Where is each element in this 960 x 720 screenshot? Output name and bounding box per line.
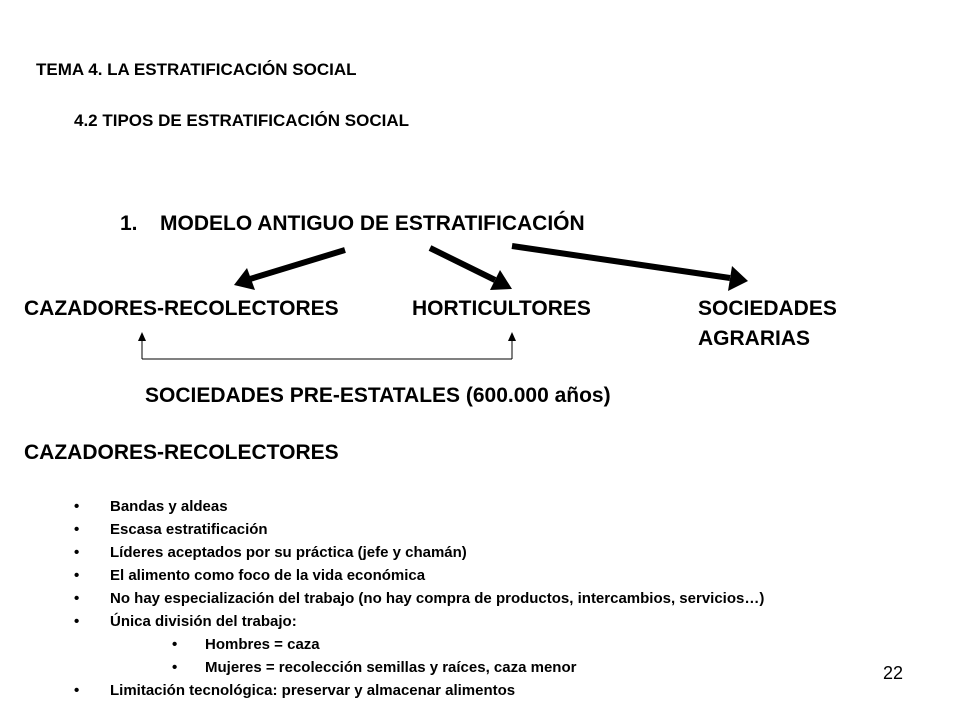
subtopic-heading: 4.2 TIPOS DE ESTRATIFICACIÓN SOCIAL (74, 111, 409, 130)
bullet-text: Única división del trabajo: (110, 613, 297, 630)
category-agrarian-line2: AGRARIAS (698, 327, 811, 350)
bullet-dot: • (74, 590, 80, 607)
bullet-text: Limitación tecnológica: preservar y almacenar alimentos (110, 682, 516, 699)
category-horticulturalists: HORTICULTORES (412, 297, 591, 320)
arrow-to-agrarian (512, 246, 748, 291)
bullet-text: Bandas y aldeas (110, 498, 228, 515)
sub-bullet-dot: • (172, 659, 178, 676)
bullet-text: El alimento como foco de la vida económica (110, 567, 426, 584)
section-heading: CAZADORES-RECOLECTORES (24, 441, 339, 464)
bullet-text: Escasa estratificación (110, 521, 268, 538)
bullet-dot: • (74, 682, 80, 699)
bullet-text: Líderes aceptados por su práctica (jefe y chamán) (110, 544, 467, 561)
model-number: 1. (120, 212, 138, 235)
pre-state-label: SOCIEDADES PRE-ESTATALES (600.000 años) (145, 384, 611, 407)
sub-bullet-dot: • (172, 636, 178, 653)
bullet-dot: • (74, 544, 80, 561)
page-number: 22 (883, 663, 904, 683)
sub-bullet-text: Hombres = caza (205, 636, 320, 653)
arrow-to-horticulturalists (430, 248, 512, 290)
topic-heading: TEMA 4. LA ESTRATIFICACIÓN SOCIAL (36, 60, 357, 79)
bullet-dot: • (74, 567, 80, 584)
bullet-dot: • (74, 613, 80, 630)
sub-bullet-text: Mujeres = recolección semillas y raíces, caza menor (205, 659, 577, 676)
pre-state-bracket (138, 332, 516, 359)
bullet-dot: • (74, 498, 80, 515)
bullet-text: No hay especialización del trabajo (no hay compra de productos, intercambios, servicios…) (110, 590, 765, 607)
bullet-dot: • (74, 521, 80, 538)
arrow-to-hunters (234, 250, 345, 290)
category-agrarian-line1: SOCIEDADES (698, 297, 837, 320)
model-title: MODELO ANTIGUO DE ESTRATIFICACIÓN (160, 212, 585, 235)
category-hunters-gatherers: CAZADORES-RECOLECTORES (24, 297, 339, 320)
